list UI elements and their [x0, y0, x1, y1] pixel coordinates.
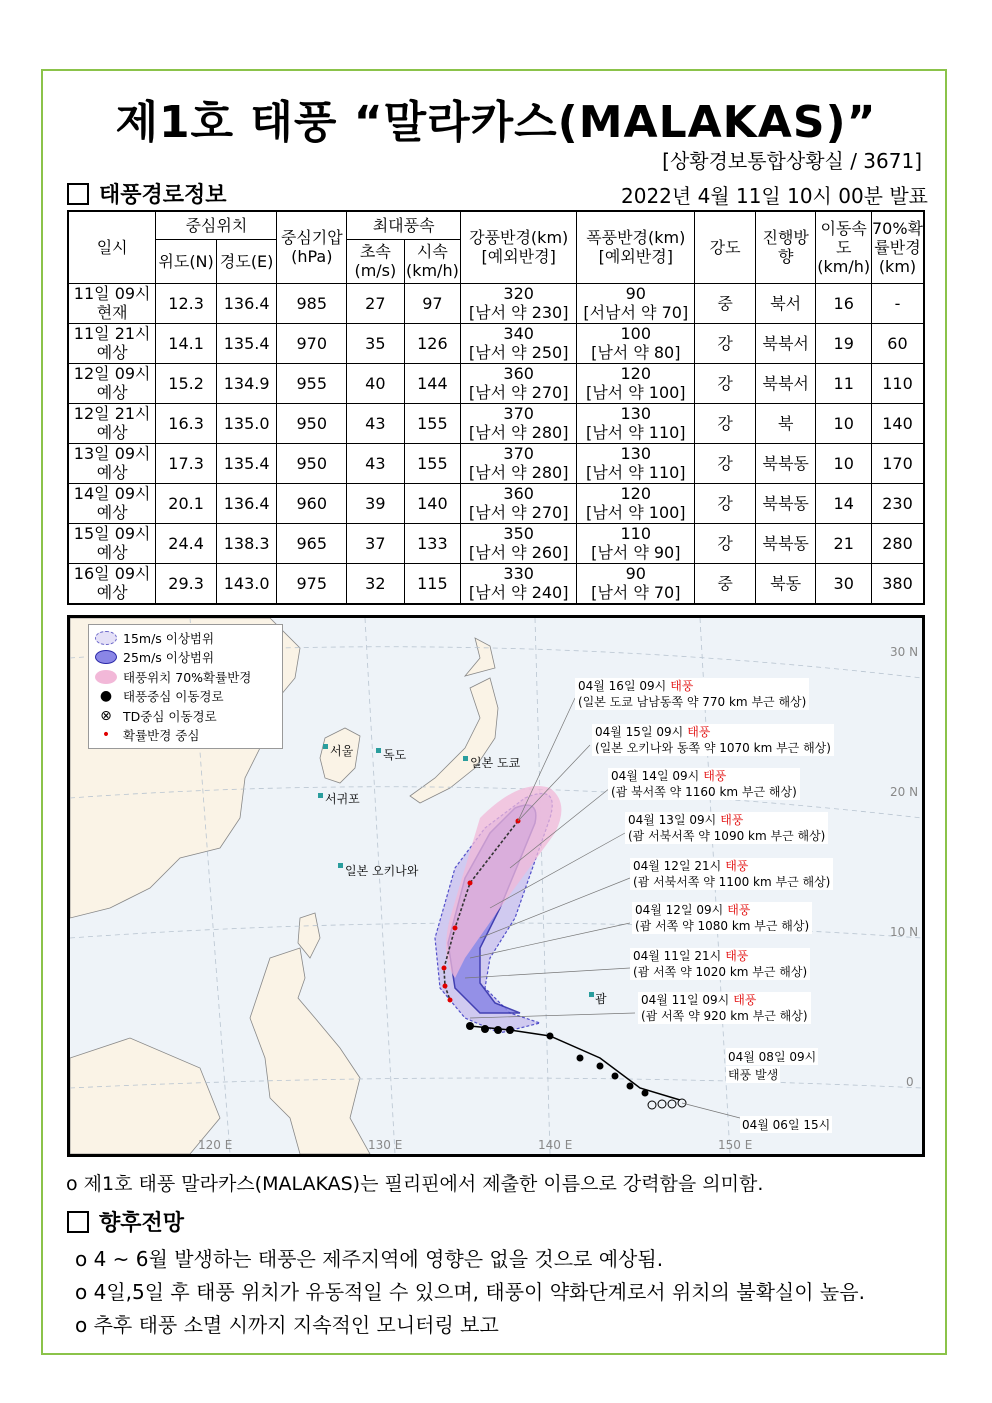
table-cell: 230	[871, 483, 924, 523]
table-cell: 12일 09시 예상	[68, 363, 156, 403]
table-cell: 14일 09시 예상	[68, 483, 156, 523]
track-annotation: 04월 12일 21시 태풍 (괌 서북서쪽 약 1100 km 부근 해상)	[630, 858, 833, 890]
th-speed: 이동속도(km/h)	[816, 211, 872, 283]
table-row	[68, 483, 924, 523]
table-cell: 14	[816, 483, 872, 523]
table-cell: 960	[277, 483, 347, 523]
place-label: 일본 오키나와	[345, 864, 419, 878]
table-cell: 20.1	[156, 483, 217, 523]
table-cell: 32	[347, 563, 405, 604]
table-cell: 19	[816, 323, 872, 363]
table-cell: 북	[755, 403, 816, 443]
table-cell: 120 [남서 약 100]	[577, 363, 695, 403]
page-title: 제1호 태풍 “말라카스(MALAKAS)”	[115, 97, 877, 148]
table-cell: 90 [서남서 약 70]	[577, 283, 695, 323]
th-center: 중심위치	[156, 211, 277, 239]
lat-label: 20 N	[890, 785, 919, 799]
table-cell: 15일 09시 예상	[68, 523, 156, 563]
lon-label: 150 E	[718, 1138, 753, 1152]
table-cell: 340 [남서 약 250]	[461, 323, 577, 363]
th-kmh: 시속(km/h)	[404, 239, 461, 283]
start-time-label: 04월 06일 15시	[742, 1118, 831, 1132]
th-storm-radius: 폭풍반경(km) [예외반경]	[577, 211, 695, 283]
table-cell: 115	[404, 563, 461, 604]
table-cell: 955	[277, 363, 347, 403]
place-label: 괌	[595, 992, 607, 1006]
table-cell: 40	[347, 363, 405, 403]
table-cell: 140	[871, 403, 924, 443]
table-cell: 24.4	[156, 523, 217, 563]
table-cell: 975	[277, 563, 347, 604]
track-annotation: 04월 12일 09시 태풍 (괌 서쪽 약 1080 km 부근 해상)	[632, 902, 812, 934]
track-annotation: 04월 11일 09시 태풍 (괌 서쪽 약 920 km 부근 해상)	[638, 992, 811, 1024]
table-cell: 350 [남서 약 260]	[461, 523, 577, 563]
table-cell: 북북동	[755, 523, 816, 563]
table-cell: 중	[695, 283, 756, 323]
place-label: 서울	[330, 744, 354, 758]
table-cell: 강	[695, 363, 756, 403]
lat-label: 10 N	[890, 925, 919, 939]
table-cell: 11	[816, 363, 872, 403]
table-cell: 21	[816, 523, 872, 563]
table-cell: 100 [남서 약 80]	[577, 323, 695, 363]
table-cell: 북북서	[755, 323, 816, 363]
map-legend: 15m/s 이상범위 25m/s 이상범위 태풍위치 70%확률반경 ● 태풍중심 이동경로 ⊗ TD중심 이동경로 • 확률반경 중심	[88, 624, 283, 749]
table-cell: 12일 21시 예상	[68, 403, 156, 443]
outlook-item: o 4 ~ 6월 발생하는 태풍은 제주지역에 영향은 없을 것으로 예상됨.	[75, 1247, 664, 1271]
th-prob: 70%확률반경(km)	[871, 211, 924, 283]
table-cell: 97	[404, 283, 461, 323]
table-cell: 11일 09시 현재	[68, 283, 156, 323]
table-cell: 북동	[755, 563, 816, 604]
table-row	[68, 363, 924, 403]
table-cell: 330 [남서 약 240]	[461, 563, 577, 604]
th-lat: 위도(N)	[156, 239, 217, 283]
lon-label: 120 E	[198, 1138, 233, 1152]
section-track-title: 태풍경로정보	[99, 183, 227, 208]
outlook-item: o 4일,5일 후 태풍 위치가 유동적일 수 있으며, 태풍이 약화단계로서 위치의 불확실이 높음.	[75, 1280, 865, 1304]
table-cell: 110	[871, 363, 924, 403]
table-cell: 39	[347, 483, 405, 523]
table-cell: 130 [남서 약 110]	[577, 443, 695, 483]
table-cell: 136.4	[216, 483, 277, 523]
genesis-label: 태풍 발생	[728, 1068, 779, 1082]
table-cell: 중	[695, 563, 756, 604]
section-outlook-title: 향후전망	[99, 1211, 185, 1236]
checkbox-icon	[67, 183, 89, 205]
table-cell: 15.2	[156, 363, 217, 403]
track-annotation: 04월 14일 09시 태풍 (괌 북서쪽 약 1160 km 부근 해상)	[608, 768, 800, 800]
th-pressure: 중심기압(hPa)	[277, 211, 347, 283]
table-cell: 90 [남서 약 70]	[577, 563, 695, 604]
th-direction: 진행방향	[755, 211, 816, 283]
table-cell: 155	[404, 403, 461, 443]
table-cell: 북북동	[755, 483, 816, 523]
table-cell: 135.4	[216, 323, 277, 363]
place-label: 서귀포	[325, 792, 360, 806]
table-cell: 370 [남서 약 280]	[461, 443, 577, 483]
table-cell: 12.3	[156, 283, 217, 323]
name-note: o 제1호 태풍 말라카스(MALAKAS)는 필리핀에서 제출한 이름으로 강력함을 의미함.	[66, 1173, 764, 1195]
table-cell: 강	[695, 443, 756, 483]
th-maxwind: 최대풍속	[347, 211, 461, 239]
table-cell: 950	[277, 403, 347, 443]
typhoon-track-map	[67, 615, 925, 1157]
outlook-item: o 추후 태풍 소멸 시까지 지속적인 모니터링 보고	[75, 1313, 499, 1337]
table-cell: 강	[695, 403, 756, 443]
table-cell: 강	[695, 523, 756, 563]
section-track-heading	[67, 178, 227, 209]
table-cell: 16일 09시 예상	[68, 563, 156, 604]
typhoon-symbol-icon: ●	[99, 688, 113, 705]
track-annotation: 04월 15일 09시 태풍 (일본 오키나와 동쪽 약 1070 km 부근 해상)	[592, 724, 834, 756]
table-cell: 10	[816, 403, 872, 443]
track-annotation: 04월 11일 21시 태풍 (괌 서쪽 약 1020 km 부근 해상)	[630, 948, 810, 980]
table-cell: 138.3	[216, 523, 277, 563]
lon-label: 140 E	[538, 1138, 573, 1152]
table-cell: 10	[816, 443, 872, 483]
table-cell: 130 [남서 약 110]	[577, 403, 695, 443]
table-cell: 970	[277, 323, 347, 363]
table-cell: 170	[871, 443, 924, 483]
table-row	[68, 523, 924, 563]
table-cell: 43	[347, 443, 405, 483]
table-cell: 29.3	[156, 563, 217, 604]
track-annotation: 04월 13일 09시 태풍 (괌 서북서쪽 약 1090 km 부근 해상)	[625, 812, 828, 844]
office-label: [상황경보통합상황실 / 3671]	[662, 149, 922, 173]
r25-legend-icon	[95, 650, 117, 664]
table-cell: 11일 21시 예상	[68, 323, 156, 363]
table-row	[68, 563, 924, 604]
table-cell: 155	[404, 443, 461, 483]
place-label: 독도	[383, 748, 407, 762]
table-cell: 136.4	[216, 283, 277, 323]
place-label: 일본 도쿄	[470, 756, 521, 770]
table-cell: 북서	[755, 283, 816, 323]
table-cell: 140	[404, 483, 461, 523]
table-row	[68, 283, 924, 323]
track-annotation: 04월 16일 09시 태풍 (일본 도쿄 남남동쪽 약 770 km 부근 해상)	[575, 678, 809, 710]
table-cell: 강	[695, 323, 756, 363]
th-lon: 경도(E)	[216, 239, 277, 283]
table-cell: 북북동	[755, 443, 816, 483]
table-cell: 43	[347, 403, 405, 443]
lon-label: 130 E	[368, 1138, 403, 1152]
table-cell: 60	[871, 323, 924, 363]
genesis-time-label: 04월 08일 09시	[728, 1050, 817, 1064]
table-row	[68, 323, 924, 363]
th-time: 일시	[68, 211, 156, 283]
table-cell: 360 [남서 약 270]	[461, 483, 577, 523]
table-cell: 985	[277, 283, 347, 323]
table-cell: 380	[871, 563, 924, 604]
table-cell: 37	[347, 523, 405, 563]
table-cell: -	[871, 283, 924, 323]
section-outlook-heading	[67, 1206, 184, 1237]
prob-center-icon: •	[101, 727, 111, 744]
table-cell: 30	[816, 563, 872, 604]
table-cell: 16.3	[156, 403, 217, 443]
table-cell: 16	[816, 283, 872, 323]
table-cell: 북북서	[755, 363, 816, 403]
table-row	[68, 403, 924, 443]
table-cell: 133	[404, 523, 461, 563]
table-cell: 135.0	[216, 403, 277, 443]
table-cell: 35	[347, 323, 405, 363]
table-cell: 280	[871, 523, 924, 563]
prob70-legend-icon	[95, 670, 117, 684]
table-cell: 135.4	[216, 443, 277, 483]
checkbox-icon	[67, 1211, 89, 1233]
track-table	[67, 210, 925, 605]
table-cell: 17.3	[156, 443, 217, 483]
lat-label: 0	[906, 1075, 914, 1089]
table-row	[68, 443, 924, 483]
lat-label: 30 N	[890, 645, 919, 659]
th-intensity: 강도	[695, 211, 756, 283]
table-cell: 14.1	[156, 323, 217, 363]
table-cell: 144	[404, 363, 461, 403]
table-cell: 320 [남서 약 230]	[461, 283, 577, 323]
table-cell: 126	[404, 323, 461, 363]
table-cell: 360 [남서 약 270]	[461, 363, 577, 403]
table-cell: 950	[277, 443, 347, 483]
table-cell: 13일 09시 예상	[68, 443, 156, 483]
issued-time: 2022년 4월 11일 10시 00분 발표	[621, 184, 928, 208]
table-cell: 134.9	[216, 363, 277, 403]
table-cell: 110 [남서 약 90]	[577, 523, 695, 563]
table-cell: 965	[277, 523, 347, 563]
table-cell: 120 [남서 약 100]	[577, 483, 695, 523]
table-cell: 강	[695, 483, 756, 523]
table-cell: 143.0	[216, 563, 277, 604]
table-cell: 370 [남서 약 280]	[461, 403, 577, 443]
td-symbol-icon: ⊗	[100, 707, 112, 724]
th-strong-radius: 강풍반경(km) [예외반경]	[461, 211, 577, 283]
th-ms: 초속(m/s)	[347, 239, 405, 283]
table-cell: 27	[347, 283, 405, 323]
r15-legend-icon	[95, 631, 117, 645]
